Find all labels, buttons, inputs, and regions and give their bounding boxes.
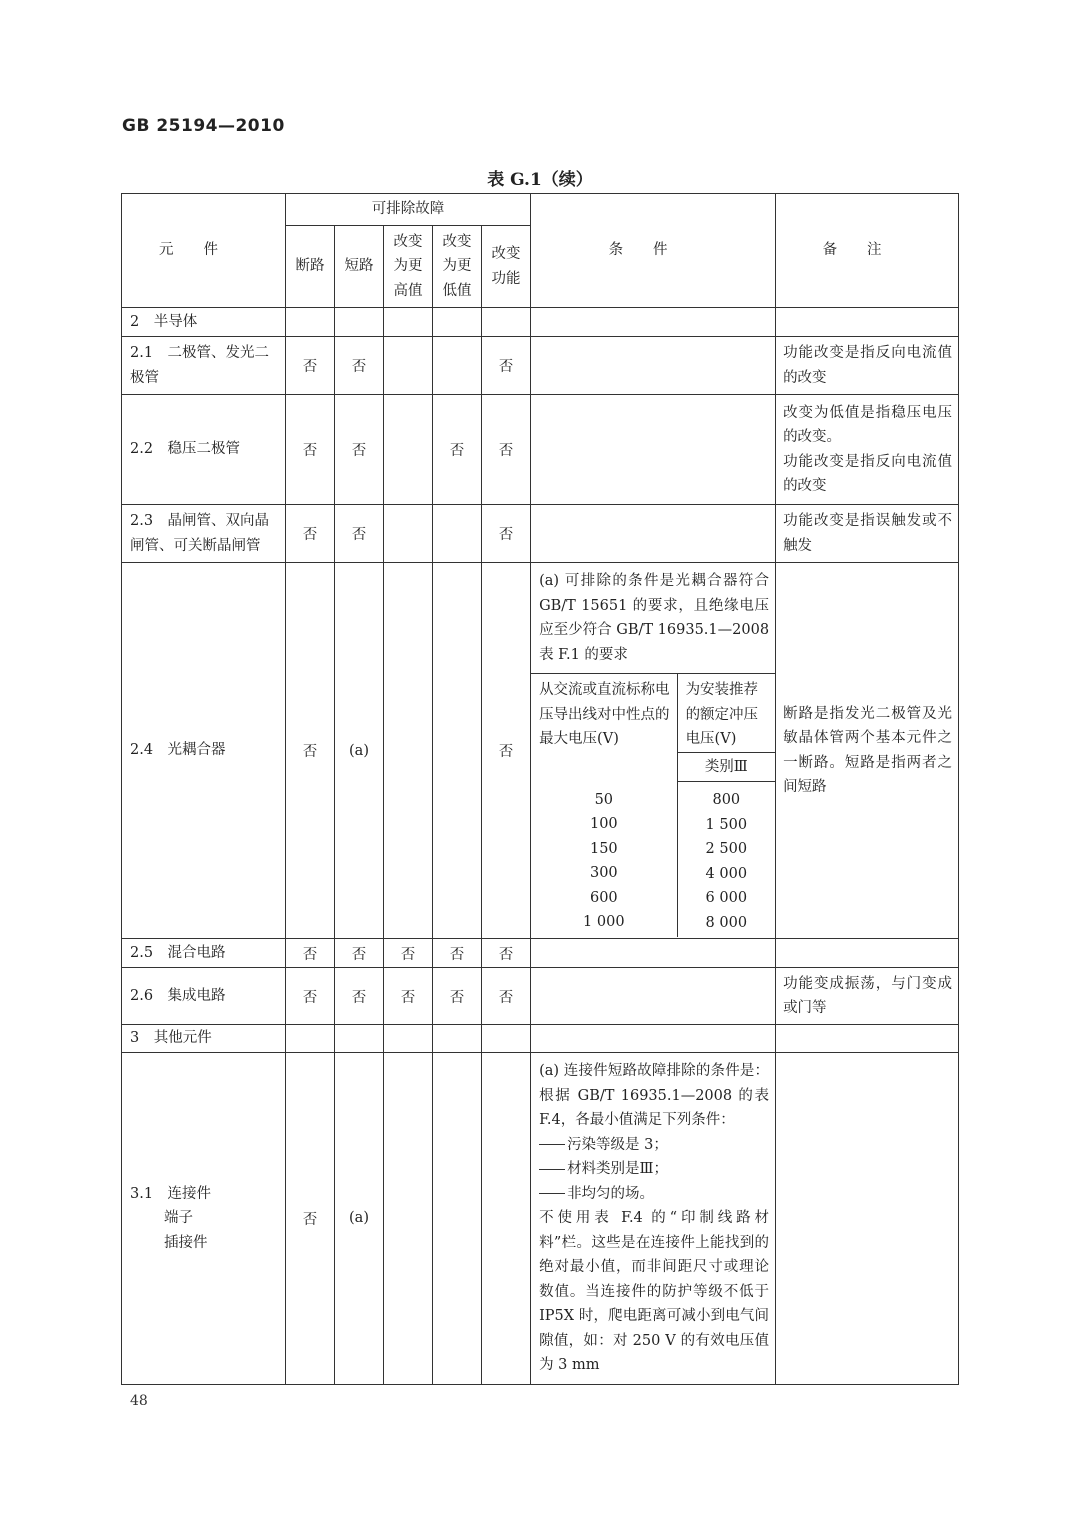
- cell-open: 否: [286, 395, 335, 505]
- header-remark: 备注: [776, 194, 959, 308]
- subtable-impulse-values: 800 1 500 2 500 4 000 6 000 8 000: [705, 792, 748, 931]
- subtable-category: 类别Ⅲ: [677, 752, 775, 782]
- cell-remark: 功能改变是指误触发或不触发: [776, 505, 959, 563]
- table-row: [122, 968, 959, 1025]
- voltage-subtable: [531, 673, 775, 937]
- cell-short: 否: [335, 337, 384, 395]
- cell-function: 否: [482, 968, 531, 1025]
- row-component: 3.1 连接件 端子 插接件: [122, 1053, 286, 1385]
- cell-remark: 功能改变是指反向电流值的改变: [776, 337, 959, 395]
- cell-remark: 改变为低值是指稳压电压的改变。 功能改变是指反向电流值的改变: [776, 395, 959, 505]
- condition-list-item: 非均匀的场。: [539, 1182, 769, 1207]
- cell-condition: (a) 连接件短路故障排除的条件是：根据 GB/T 16935.1—2008 的表 F.4，各最小值满足下列条件： 污染等级是 3； 材料类别是Ⅲ； 非均匀的场。 不使用表 F.4 的“印制线路材料”栏。这些是在连接件上能找到的绝对最小值，而非间距尺寸或理论数值。当连接件的防护等级不低于 IP5X 时，爬电距离可减小到电气间隙值，如：对 250 V 的有效电压值为 3 mm: [531, 1053, 776, 1385]
- subtable-header-nominal-voltage: 从交流或直流标称电压导出线对中性点的最大电压(V): [531, 674, 677, 782]
- header-open: 断路: [286, 226, 335, 308]
- row-component: 2.1 二极管、发光二极管: [122, 337, 286, 395]
- condition-list-item: 污染等级是 3；: [539, 1133, 769, 1158]
- header-short: 短路: [335, 226, 384, 308]
- header-lower: 改变 为更 低值: [433, 226, 482, 308]
- table-title: 表 G.1（续）: [487, 170, 593, 190]
- header-component: 元件: [122, 194, 286, 308]
- table-row: [122, 308, 959, 337]
- header-higher: 改变 为更 高值: [384, 226, 433, 308]
- cell-short: 否: [335, 939, 384, 968]
- condition-list-item: 材料类别是Ⅲ；: [539, 1157, 769, 1182]
- header-condition: 条件: [531, 194, 776, 308]
- row-component: 2.2 稳压二极管: [122, 395, 286, 505]
- cell-remark: 功能变成振荡，与门变成或门等: [776, 968, 959, 1025]
- table-row: [122, 337, 959, 395]
- row-component: 3 其他元件: [122, 1025, 286, 1053]
- row-component: 2.4 光耦合器: [122, 563, 286, 939]
- cell-lower: 否: [433, 968, 482, 1025]
- cell-open: 否: [286, 563, 335, 939]
- row-component: 2.5 混合电路: [122, 939, 286, 968]
- table-row: [122, 1053, 959, 1385]
- cell-remark: 断路是指发光二极管及光敏晶体管两个基本元件之一断路。短路是指两者之间短路: [776, 563, 959, 939]
- cell-function: 否: [482, 939, 531, 968]
- table-row: [122, 505, 959, 563]
- cell-short: (a): [335, 563, 384, 939]
- row-component: 2 半导体: [122, 308, 286, 337]
- page-number: 48: [130, 1393, 148, 1409]
- cell-open: 否: [286, 337, 335, 395]
- cell-function: 否: [482, 563, 531, 939]
- cell-short: 否: [335, 505, 384, 563]
- document-id: GB 25194—2010: [122, 116, 285, 136]
- cell-open: 否: [286, 968, 335, 1025]
- cell-condition: [531, 563, 776, 939]
- cell-short: 否: [335, 395, 384, 505]
- subtable-header-impulse-voltage: 为安装推荐的额定冲压电压(V): [685, 682, 759, 747]
- header-excludable-faults: 可排除故障: [286, 194, 531, 226]
- table-row: [122, 395, 959, 505]
- cell-higher: 否: [384, 968, 433, 1025]
- table-row: [122, 1025, 959, 1053]
- subtable-voltage-values: 50 100 150 300 600 1 000: [531, 782, 677, 938]
- cell-open: 否: [286, 505, 335, 563]
- cell-open: 否: [286, 939, 335, 968]
- cell-lower: 否: [433, 939, 482, 968]
- header-function: 改变 功能: [482, 226, 531, 308]
- cell-short: (a): [335, 1053, 384, 1385]
- cell-function: 否: [482, 337, 531, 395]
- condition-intro: (a) 可排除的条件是光耦合器符合 GB/T 15651 的要求，且绝缘电压应至少符合 GB/T 16935.1—2008 表 F.1 的要求: [539, 573, 770, 663]
- table-row: [122, 563, 959, 939]
- row-component: 2.6 集成电路: [122, 968, 286, 1025]
- cell-function: 否: [482, 505, 531, 563]
- cell-function: 否: [482, 395, 531, 505]
- cell-short: 否: [335, 968, 384, 1025]
- cell-higher: 否: [384, 939, 433, 968]
- table-row: [122, 939, 959, 968]
- cell-open: 否: [286, 1053, 335, 1385]
- cell-lower: 否: [433, 395, 482, 505]
- row-component: 2.3 晶闸管、双向晶闸管、可关断晶闸管: [122, 505, 286, 563]
- fault-exclusion-table: [121, 193, 959, 1385]
